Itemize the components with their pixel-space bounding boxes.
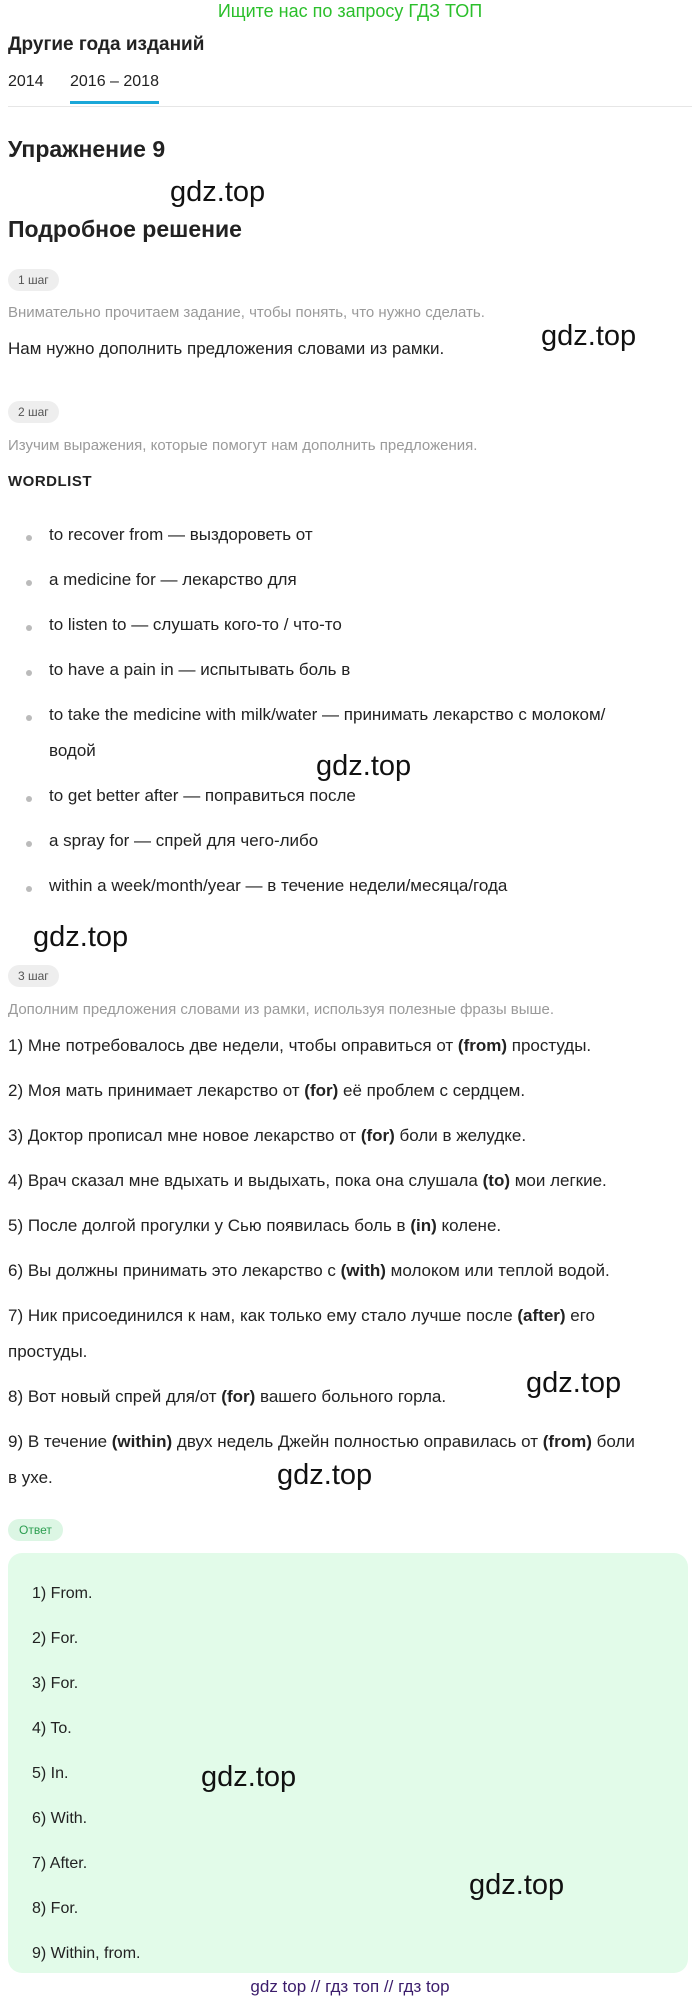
list-bullet [26,886,32,892]
list-bullet [26,625,32,631]
list-bullet [26,841,32,847]
step-badge-2: 2 шаг [8,401,59,423]
top-banner[interactable]: Ищите нас по запросу ГДЗ ТОП [217,1,483,21]
answer-badge: Ответ [8,1519,63,1541]
exercise-title: Упражнение 9 [8,136,166,162]
sentence: 4) Врач сказал мне вдыхать и выдыхать, пока она слушала (to) мои легкие. [8,1171,607,1190]
answer-box [8,1553,688,1973]
tabs-divider [8,106,692,107]
answer-line: 4) To. [32,1720,72,1737]
sentence-continuation: в ухе. [8,1468,53,1487]
solution-title: Подробное решение [8,216,242,242]
answer-line: 6) With. [32,1810,88,1827]
wordlist-item-continuation: водой [49,741,96,760]
watermark: gdz.top [469,1869,565,1901]
answer-line: 8) For. [32,1900,79,1917]
step-badge-1: 1 шаг [8,269,59,291]
answer-line: 9) Within, from. [32,1945,141,1962]
watermark: gdz.top [201,1761,297,1793]
sentence: 9) В течение (within) двух недель Джейн полностью оправилась от (from) боли [8,1432,635,1451]
watermark: gdz.top [316,750,412,782]
watermark: gdz.top [33,921,129,953]
step-badge-3: 3 шаг [8,965,59,987]
other-years-title: Другие года изданий [8,34,205,55]
list-bullet [26,670,32,676]
answer-line: 5) In. [32,1765,69,1782]
wordlist-item: a medicine for — лекарство для [49,570,297,589]
sentence: 7) Ник присоединился к нам, как только ему стало лучше после (after) его [8,1306,596,1325]
list-bullet [26,715,32,721]
list-bullet [26,535,32,541]
wordlist-item: to recover from — выздороветь от [49,525,313,544]
sentence: 5) После долгой прогулки у Сью появилась боль в (in) колене. [8,1216,502,1235]
year-tab-2014[interactable]: 2014 [8,73,44,90]
sentence: 2) Моя мать принимает лекарство от (for) её проблем с сердцем. [8,1081,526,1100]
watermark: gdz.top [541,320,637,352]
wordlist-item: within a week/month/year — в течение недели/месяца/года [49,876,508,895]
watermark: gdz.top [277,1459,373,1491]
step-hint-2: Изучим выражения, которые помогут нам дополнить предложения. [8,437,478,454]
wordlist-item: to get better after — поправиться после [49,786,356,805]
watermark: gdz.top [526,1367,622,1399]
sentence: 8) Вот новый спрей для/от (for) вашего больного горла. [8,1387,447,1406]
sentence: 1) Мне потребовалось две недели, чтобы оправиться от (from) простуды. [8,1036,592,1055]
step-hint-1: Внимательно прочитаем задание, чтобы понять, что нужно сделать. [8,304,485,321]
year-tab-2016-2018[interactable]: 2016 – 2018 [70,73,159,104]
answer-line: 2) For. [32,1630,79,1647]
wordlist-item: a spray for — спрей для чего-либо [49,831,319,850]
watermark: gdz.top [170,176,266,208]
sentence: 6) Вы должны принимать это лекарство с (with) молоком или теплой водой. [8,1261,610,1280]
sentence-continuation: простуды. [8,1342,88,1361]
list-bullet [26,580,32,586]
sentence: 3) Доктор прописал мне новое лекарство от (for) боли в желудке. [8,1126,527,1145]
wordlist-title: WORDLIST [8,473,92,490]
answer-line: 3) For. [32,1675,79,1692]
answer-line: 1) From. [32,1585,93,1602]
footer-links[interactable]: gdz top // гдз топ // гдз top [250,1977,450,1996]
wordlist-item: to take the medicine with milk/water — принимать лекарство с молоком/ [49,705,606,724]
answer-line: 7) After. [32,1855,88,1872]
step-hint-3: Дополним предложения словами из рамки, используя полезные фразы выше. [8,1001,555,1018]
list-bullet [26,796,32,802]
wordlist-item: to listen to — слушать кого-то / что-то [49,615,342,634]
wordlist-item: to have a pain in — испытывать боль в [49,660,351,679]
step-text-1: Нам нужно дополнить предложения словами из рамки. [8,339,445,358]
